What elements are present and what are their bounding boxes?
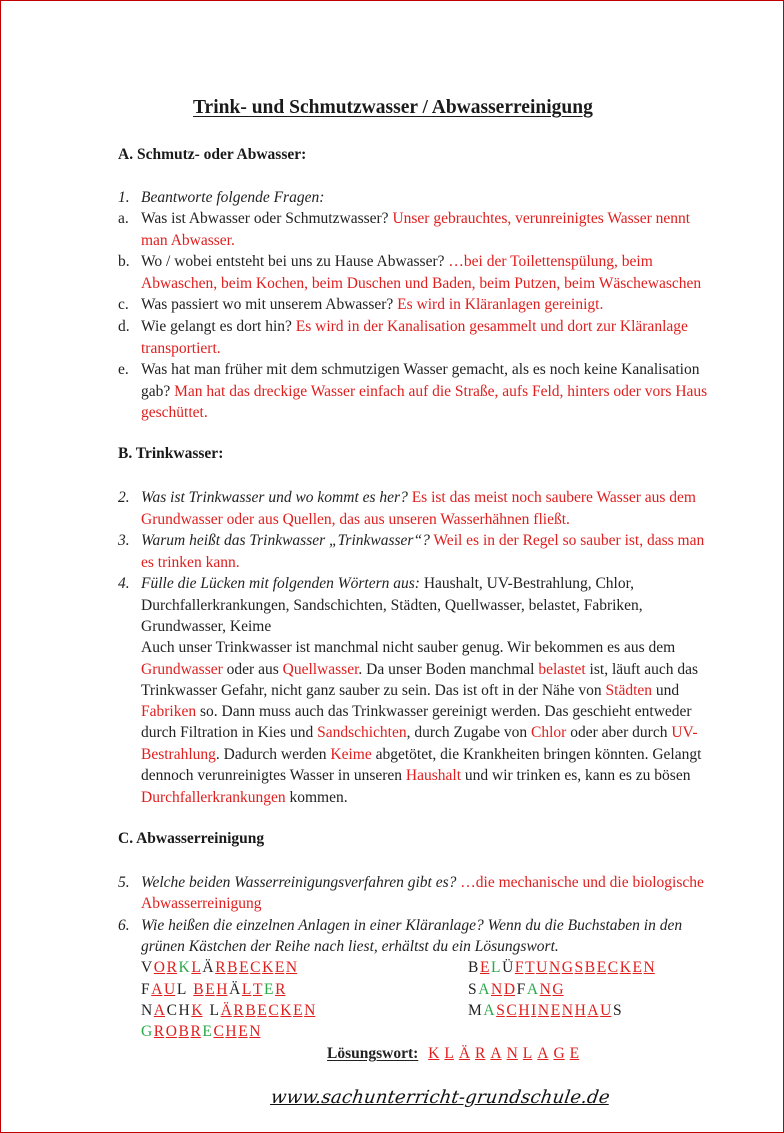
puzzle-letter: G — [552, 981, 564, 998]
cloze-text: . Da unser Boden manchmal — [358, 661, 539, 678]
puzzle-letter: T — [252, 981, 263, 998]
puzzle-letter: B — [178, 1023, 189, 1040]
puzzle-letter: E — [569, 1045, 580, 1062]
item-d-line1 — [141, 316, 688, 338]
puzzle-letter: A — [483, 1002, 495, 1019]
item-a-line1 — [141, 208, 690, 230]
puzzle-letter: K — [178, 959, 190, 976]
puzzle-letter: A — [153, 1002, 165, 1019]
item-b-question: Wo / wobei entsteht bei uns zu Hause Abwasser? — [141, 253, 445, 270]
cloze-answer-uv: UV- — [671, 724, 698, 741]
puzzle-row1-right — [468, 957, 656, 979]
puzzle-letter: S — [574, 959, 584, 976]
puzzle-letter: S — [496, 1002, 505, 1019]
task-1-text: Beantworte folgende Fragen: — [141, 189, 325, 206]
puzzle-letter: Ä — [458, 1045, 471, 1062]
puzzle-letter: N — [561, 1002, 573, 1019]
q4-question: Fülle die Lücken mit folgenden Wörtern aus: — [141, 575, 420, 592]
puzzle-letter: L — [176, 981, 187, 998]
puzzle-letter: L — [241, 981, 252, 998]
q2-answer: Es ist das meist noch saubere Wasser aus dem — [407, 489, 696, 506]
puzzle-letter: Ä — [220, 1002, 232, 1019]
cloze-text: durch Filtration in Kies und — [141, 724, 318, 741]
item-d-answer-line2: transportiert. — [141, 340, 221, 357]
puzzle-letter: E — [205, 981, 215, 998]
cloze-line-4 — [141, 701, 692, 723]
q6-line2: grünen Kästchen der Reihe nach liest, erhältst du ein Lösungswort. — [141, 938, 559, 955]
page-title: Trink- und Schmutzwasser / Abwasserreinigung — [193, 97, 593, 118]
puzzle-letter: G — [553, 1045, 565, 1062]
puzzle-letter: V — [141, 959, 153, 976]
puzzle-letter: E — [632, 959, 642, 976]
puzzle-letter: H — [574, 1002, 586, 1019]
cloze-text: abgetötet, die Krankheiten bringen könnten. Gelangt — [371, 746, 702, 763]
puzzle-letter: E — [274, 959, 285, 976]
cloze-text: . Dadurch werden — [215, 746, 331, 763]
item-b-marker: b. — [118, 253, 130, 270]
puzzle-letter: E — [264, 981, 274, 998]
item-c-question: Was passiert wo mit unserem Abwasser? — [141, 296, 394, 313]
cloze-text: oder aus — [222, 661, 283, 678]
cloze-line-8 — [141, 787, 348, 809]
puzzle-letter: Ü — [502, 959, 514, 976]
item-e-answer-line3: geschüttet. — [141, 404, 208, 421]
puzzle-letter: N — [506, 1045, 518, 1062]
puzzle-letter: H — [518, 1002, 530, 1019]
q5-answer-line2: Abwasserreinigung — [141, 895, 262, 912]
q3-number: 3. — [118, 532, 130, 549]
cloze-text: und — [652, 682, 680, 699]
puzzle-letter: B — [468, 959, 479, 976]
puzzle-letter: R — [166, 959, 177, 976]
puzzle-letter: C — [268, 1002, 279, 1019]
item-e-marker: e. — [118, 361, 129, 378]
puzzle-letter: Ä — [229, 981, 241, 998]
puzzle-row3-right — [468, 1000, 623, 1022]
puzzle-letter: N — [249, 1023, 261, 1040]
puzzle-letter: A — [490, 1045, 502, 1062]
item-d-marker: d. — [118, 318, 130, 335]
cloze-answer-sandschichten: Sandschichten — [317, 724, 407, 741]
puzzle-letter: C — [607, 959, 619, 976]
puzzle-letter: O — [165, 1023, 177, 1040]
cloze-text: kommen. — [285, 789, 348, 806]
cloze-line-3 — [141, 680, 679, 702]
puzzle-letter: E — [479, 959, 490, 976]
puzzle-letter: B — [245, 1002, 256, 1019]
puzzle-letter: U — [164, 981, 176, 998]
item-e-answer: Man hat das dreckige Wasser einfach auf die Straße, aufs Feld, hinters oder vors Haus — [170, 383, 708, 400]
cloze-line-1: Auch unser Trinkwasser ist manchmal nicht sauber genug. Wir bekommen es aus dem — [141, 639, 676, 656]
footer-website: www.sachunterricht-grundschule.de — [269, 1087, 612, 1108]
puzzle-letter: A — [537, 1045, 549, 1062]
item-b-line1 — [141, 251, 653, 273]
puzzle-letter: K — [262, 959, 274, 976]
item-a-question: Was ist Abwasser oder Schmutzwasser? — [141, 210, 389, 227]
puzzle-letter: L — [522, 1045, 533, 1062]
puzzle-letter: Ä — [202, 959, 214, 976]
cloze-text: Trinkwasser Gefahr, nicht ganz sauber zu sein. Das ist oft in der Nähe von — [141, 682, 606, 699]
puzzle-letter: C — [506, 1002, 517, 1019]
puzzle-row1-left — [141, 957, 299, 979]
item-a-answer: Unser gebrauchtes, verunreinigtes Wasser nennt — [388, 210, 691, 227]
puzzle-letter: G — [561, 959, 573, 976]
item-d-answer: Es wird in der Kanalisation gesammelt und dort zur Kläranlage — [291, 318, 688, 335]
cloze-text: , durch Zugabe von — [406, 724, 532, 741]
puzzle-letter: C — [250, 959, 261, 976]
cloze-text: oder aber durch — [566, 724, 672, 741]
puzzle-row4-left — [141, 1021, 262, 1043]
section-c-heading: C. Abwasserreinigung — [118, 830, 265, 847]
puzzle-letter: T — [525, 959, 535, 976]
q4-words-3: Grundwasser, Keime — [141, 618, 272, 635]
puzzle-letter: F — [516, 981, 526, 998]
puzzle-letter: E — [596, 959, 607, 976]
puzzle-letter: G — [141, 1023, 153, 1040]
puzzle-row3-left — [141, 1000, 317, 1022]
puzzle-letter: R — [233, 1002, 244, 1019]
puzzle-letter: A — [151, 981, 163, 998]
solution-line — [327, 1043, 584, 1065]
puzzle-letter: H — [178, 1002, 190, 1019]
cloze-answer-keime: Keime — [330, 746, 372, 763]
puzzle-letter: E — [239, 959, 249, 976]
puzzle-letter: N — [539, 981, 551, 998]
q3-answer-line2: es trinken kann. — [141, 554, 240, 571]
item-a-marker: a. — [118, 210, 129, 227]
puzzle-letter: A — [478, 981, 490, 998]
puzzle-letter: L — [491, 959, 501, 976]
puzzle-letter: N — [548, 959, 561, 976]
puzzle-letter: M — [468, 1002, 482, 1019]
puzzle-letter: E — [202, 1023, 212, 1040]
puzzle-letter: A — [526, 981, 539, 998]
cloze-text: dennoch verunreinigtes Wasser in unseren — [141, 767, 406, 784]
q3-answer: Weil es in der Regel so sauber ist, dass man — [429, 532, 705, 549]
task-1-number: 1. — [118, 189, 130, 206]
puzzle-letter: B — [584, 959, 596, 976]
puzzle-letter: N — [491, 981, 503, 998]
q6-number: 6. — [118, 917, 130, 934]
item-c-marker: c. — [118, 296, 129, 313]
puzzle-letter: B — [227, 959, 238, 976]
puzzle-letter: R — [153, 1023, 165, 1040]
puzzle-letter: S — [612, 1002, 622, 1019]
puzzle-letter: N — [643, 959, 655, 976]
cloze-text: und wir trinken es, kann es zu bösen — [461, 767, 691, 784]
item-e-line2 — [141, 381, 707, 403]
puzzle-letter: N — [537, 1002, 550, 1019]
puzzle-letter: O — [153, 959, 165, 976]
q3-line1 — [141, 530, 704, 552]
item-b-answer: …bei der Toilettenspülung, beim — [444, 253, 653, 270]
puzzle-letter: R — [475, 1045, 486, 1062]
puzzle-letter: R — [275, 981, 286, 998]
q5-question: Welche beiden Wasserreinigungsverfahren gibt es? — [141, 874, 457, 891]
cloze-line-2 — [141, 659, 698, 681]
puzzle-letter: N — [304, 1002, 316, 1019]
puzzle-row2-right — [468, 979, 565, 1001]
puzzle-letter: F — [514, 959, 524, 976]
item-c-answer: Es wird in Kläranlagen gereinigt. — [393, 296, 604, 313]
puzzle-letter: H — [225, 1023, 237, 1040]
q5-answer: …die mechanische und die biologische — [456, 874, 704, 891]
puzzle-letter: R — [190, 1023, 201, 1040]
puzzle-letter: L — [191, 959, 201, 976]
puzzle-letter: L — [209, 1002, 219, 1019]
cloze-text: so. Dann muss auch das Trinkwasser gereinigt werden. Das geschieht entweder — [196, 703, 692, 720]
item-b-answer-line2: Abwaschen, beim Kochen, beim Duschen und Baden, beim Putzen, beim Wäschewaschen — [141, 275, 702, 292]
cloze-line-5 — [141, 722, 698, 744]
cloze-answer-bestrahlung: Bestrahlung — [141, 746, 216, 763]
cloze-line-7 — [141, 765, 690, 787]
item-e-question-end: gab? — [141, 383, 171, 400]
cloze-answer-durchfall: Durchfallerkrankungen — [141, 789, 286, 806]
solution-word — [428, 1045, 584, 1062]
cloze-answer-grundwasser: Grundwasser — [141, 661, 223, 678]
item-e-line1: Was hat man früher mit dem schmutzigen Wasser gemacht, als es noch keine Kanalisation — [141, 361, 700, 378]
puzzle-letter: E — [257, 1002, 267, 1019]
q4-words-2: Durchfallerkrankungen, Sandschichten, Städten, Quellwasser, belastet, Fabriken, — [141, 597, 643, 614]
puzzle-letter: L — [444, 1045, 454, 1062]
puzzle-letter: N — [141, 1002, 153, 1019]
item-c-line1 — [141, 294, 603, 316]
q4-number: 4. — [118, 575, 130, 592]
q4-line1 — [141, 573, 634, 595]
puzzle-letter: K — [428, 1045, 440, 1062]
puzzle-letter: I — [531, 1002, 537, 1019]
q4-words-1: Haushalt, UV-Bestrahlung, Chlor, — [419, 575, 635, 592]
q2-question: Was ist Trinkwasser und wo kommt es her? — [141, 489, 408, 506]
puzzle-letter: K — [280, 1002, 292, 1019]
section-a-heading: A. Schmutz- oder Abwasser: — [118, 146, 307, 163]
q2-answer-line2: Grundwasser oder aus Quellen, das aus unseren Wasserhähnen fließt. — [141, 511, 570, 528]
puzzle-letter: B — [193, 981, 204, 998]
cloze-answer-quellwasser: Quellwasser — [282, 661, 359, 678]
puzzle-letter: A — [587, 1002, 599, 1019]
solution-label: Lösungswort: — [327, 1045, 419, 1062]
cloze-line-6 — [141, 744, 701, 766]
puzzle-letter: K — [619, 959, 631, 976]
puzzle-letter: R — [215, 959, 226, 976]
section-b-heading: B. Trinkwasser: — [118, 445, 224, 462]
puzzle-letter: K — [191, 1002, 203, 1019]
puzzle-letter: C — [166, 1002, 177, 1019]
puzzle-letter: U — [536, 959, 548, 976]
puzzle-letter: S — [468, 981, 477, 998]
puzzle-letter: H — [216, 981, 228, 998]
puzzle-letter: F — [141, 981, 150, 998]
q3-question: Warum heißt das Trinkwasser „Trinkwasser“? — [141, 532, 430, 549]
item-a-answer-line2: man Abwasser. — [141, 232, 235, 249]
cloze-answer-chlor: Chlor — [531, 724, 567, 741]
q5-line1 — [141, 872, 704, 894]
cloze-answer-haushalt: Haushalt — [405, 767, 462, 784]
q2-line1 — [141, 487, 696, 509]
q5-number: 5. — [118, 874, 130, 891]
q6-line1: Wie heißen die einzelnen Anlagen in einer Kläranlage? Wenn du die Buchstaben in den — [141, 917, 683, 934]
cloze-text: ist, läuft auch das — [585, 661, 699, 678]
puzzle-letter: U — [600, 1002, 612, 1019]
puzzle-letter: D — [503, 981, 516, 998]
q2-number: 2. — [118, 489, 130, 506]
puzzle-row2-left — [141, 979, 287, 1001]
cloze-answer-staedten: Städten — [605, 682, 653, 699]
cloze-answer-fabriken: Fabriken — [141, 703, 197, 720]
puzzle-letter: N — [285, 959, 298, 976]
puzzle-letter: C — [213, 1023, 224, 1040]
item-d-question: Wie gelangt es dort hin? — [141, 318, 292, 335]
puzzle-letter: E — [550, 1002, 561, 1019]
puzzle-letter: E — [238, 1023, 248, 1040]
puzzle-letter: E — [293, 1002, 303, 1019]
cloze-answer-belastet: belastet — [538, 661, 586, 678]
